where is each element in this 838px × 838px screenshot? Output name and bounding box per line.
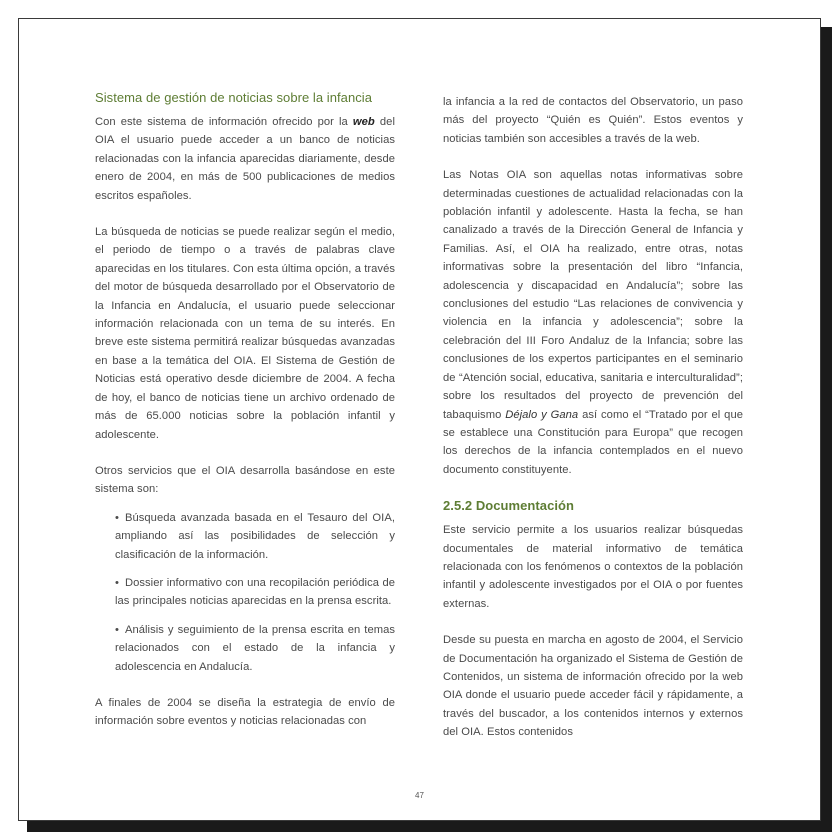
paragraph — [443, 166, 743, 479]
section-heading-documentacion: 2.5.2 Documentación — [443, 498, 574, 514]
paragraph: A finales de 2004 se diseña la estrategia de envío de información sobre eventos y noticias relacionadas con — [95, 696, 395, 728]
paragraph: Otros servicios que el OIA desarrolla basándose en este sistema son: — [95, 464, 395, 496]
list-item: • Dossier informativo con una recopilación periódica de las principales noticias aparecidas en la prensa escrita. — [115, 574, 395, 611]
paragraph: Este servicio permite a los usuarios realizar búsquedas documentales de material informativo de temática relacionada con los fenómenos o contextos de la población infantil y adolescente investigados por el OIA o por fuentes externas. — [443, 524, 743, 610]
page-number: 47 — [415, 791, 424, 800]
paragraph: La búsqueda de noticias se puede realizar según el medio, el periodo de tiempo o a través de palabras clave aparecidas en los titulares. Con esta última opción, a través del motor de búsqueda desarrollado por el Observatorio de la Infancia en Andalucía, el usuario puede seleccionar información relacionada con un tema de su interés. En breve este sistema permitirá realizar búsquedas avanzadas en base a la temática del OIA. El Sistema de Gestión de Noticias está operativo desde diciembre de 2004. A fecha de hoy, el banco de noticias tiene un archivo ordenado de más de 65.000 noticias sobre la población infantil y adolescente. — [95, 226, 395, 441]
document-page — [18, 18, 821, 821]
text-run: del OIA el usuario puede acceder a un banco de noticias relacionadas con la infancia aparecidas diariamente, desde enero de 2004, en más de 500 publicaciones de medios escritos españoles. — [95, 116, 395, 202]
paragraph: Desde su puesta en marcha en agosto de 2004, el Servicio de Documentación ha organizado el Sistema de Gestión de Contenidos, un sistema de información ofrecido por la web OIA donde el usuario puede acceder fácil y rápidamente, a través del buscador, a los contenidos internos y externos del OIA. Estos contenidos — [443, 634, 743, 739]
web-emphasis: web — [352, 116, 375, 128]
text-run: Las Notas OIA son aquellas notas informativas sobre determinadas cuestiones de actualidad relacionadas con la población infantil y adolescente. Hasta la fecha, se han canalizado a través de la Dirección General de Infancia y Familias. Así, el OIA ha realizado, entre otras, notas informativas sobre la presentación del libro “Infancia, adolescencia y discapacidad en Andalucía”; sobre las conclusiones del estudio “Las relaciones de convivencia y violencia en la infancia y adolescencia”; sobre la celebración del III Foro Andaluz de la Infancia; sobre las conclusiones de los expertos participantes en el seminario de “Atención social, educativa, sanitaria e interculturalidad”; sobre los resultados del proyecto de prevención del tabaquismo — [443, 169, 743, 421]
left-column — [95, 89, 395, 749]
list-item: • Búsqueda avanzada basada en el Tesauro del OIA, ampliando así las posibilidades de selección y clasificación de la información. — [115, 509, 395, 564]
dejalo-emphasis: Déjalo y Gana — [505, 408, 579, 421]
text-run: así como el “Tratado por el que se establece una Constitución para Europa” que recogen los derechos de la infancia contemplados en el nuevo documento constituyente. — [443, 408, 743, 476]
services-list — [95, 509, 395, 676]
text-run: Con este sistema de información ofrecido por la — [95, 116, 353, 128]
right-column — [443, 89, 743, 760]
section-heading-noticias: Sistema de gestión de noticias sobre la infancia — [95, 90, 373, 105]
paragraph — [95, 113, 395, 205]
list-item: • Análisis y seguimiento de la prensa escrita en temas relacionados con el estado de la infancia y adolescencia en Andalucía. — [115, 621, 395, 676]
paragraph: la infancia a la red de contactos del Observatorio, un paso más del proyecto “Quién es Quién”. Estos eventos y noticias también son accesibles a través de la web. — [443, 96, 743, 145]
